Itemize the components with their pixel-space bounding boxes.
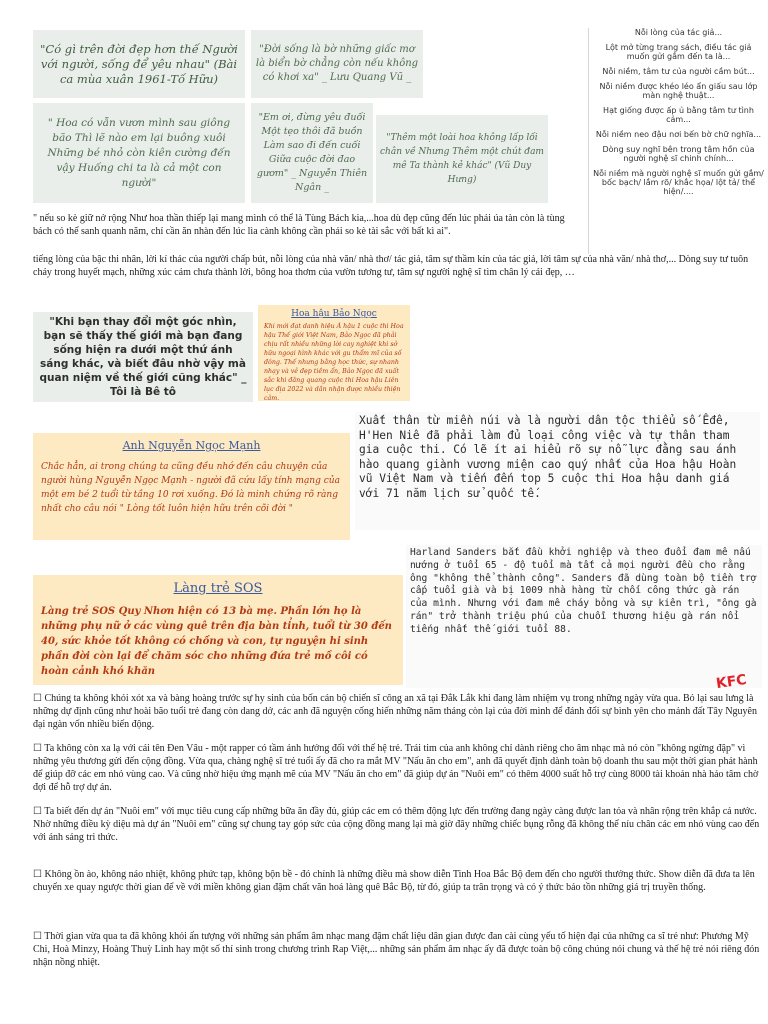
list-item: Lột mở từng trang sách, điều tác giả muốn gửi gắm đến ta là... [605, 43, 752, 61]
card-text: Harland Sanders bắt đầu khởi nghiệp và theo đuổi đam mê nấu nướng ở tuổi 65 - độ tuổi mà tất cả mọi người đều cho rằng ông "không thể thành công". Sanders đã dùng toàn bộ tiền trợ cấp tuổi già và bị 1009 nhà hàng từ chối công thức gà rán của mình. Nhưng với đam mê cháy bỏng và sự kiên trì, "ông gà rán" trở thành triệu phú của chuỗi thương hiệu gà rán nổi tiếng nhất thế giới tuổi 88. [410, 547, 757, 635]
list-item: Nỗi niềm neo đậu nơi bến bờ chữ nghĩa... [595, 130, 762, 139]
quote-to-huu-text: "Có gì trên đời đẹp hơn thế Người với người, sống để yêu nhau" (Bài ca mùa xuân 1961-Tố Hữu) [40, 41, 238, 86]
bullet-paragraph [33, 742, 763, 794]
checkbox-icon: ☐ [33, 931, 42, 942]
paragraph-tieng-long: tiếng lòng của bậc thi nhân, lời kí thác của người chấp bút, nỗi lòng của nhà văn/ nhà thơ/ tác giả, tâm sự thầm kín của tác giả, lời tâm sự của nhà văn/ nhà thơ,... Dòng suy tư tuôn chảy trong huyết mạch, những xúc cảm chưa thành lời, bông hoa thơm của vườn tương tư, tâm sự người nghệ sĩ tìm chân lý cái đẹp, … [33, 254, 749, 278]
bullet-text: Ta không còn xa lạ với cái tên Đen Vâu - một rapper có tầm ảnh hưởng đối với thế hệ trẻ. Trái tim của anh không chỉ dành riêng cho âm nhạc mà nó còn "không ngừng đập" vì những yêu thương gửi đến cộng đồng. Vừa qua, chàng nghệ sĩ trẻ tuổi ấy đã cho ra mắt MV "Nấu ăn cho em", anh đã quyết định dành toàn bộ doanh thu sau một thời gian phát hành để giúp đỡ các em nhỏ vùng cao. Và cũng nhờ hiệu ứng mạnh mẽ của MV "Nấu ăn cho em" đã giúp dự án "Nuôi em" có thêm 4000 suất hỗ trợ cùng 8000 tài khoản nhà hảo tâm chờ đợi để hỗ trợ dự án. [33, 743, 759, 793]
kfc-logo-text: KFC [715, 671, 748, 693]
quote-vu-duy-hung [376, 115, 548, 203]
bullet-text: Chúng ta không khỏi xót xa và bàng hoàng trước sự hy sinh của bốn cán bộ chiến sĩ công an xã tại Đắk Lắk khi đang làm nhiệm vụ trong những ngày vừa qua. Bỏ lại sau lưng là những dự định cũng như hoài bão tuổi trẻ đang còn dang dở, các anh đã nguyện cống hiến những năm tháng còn lại của đời mình để đánh đổi sự bình yên cho mảnh đất Tây Nguyên đại ngàn vốn nhiều biến động. [33, 693, 757, 730]
right-phrase-list [588, 28, 764, 254]
quote-be-to [33, 312, 253, 402]
quote-to-huu [33, 30, 245, 98]
card-hhen-nie [355, 412, 760, 530]
bullet-paragraph [33, 805, 763, 844]
card-text: Làng trẻ SOS Quy Nhơn hiện có 13 bà mẹ. Phần lớn họ là những phụ nữ ở các vùng quê trên địa bàn tỉnh, tuổi từ 30 đến 40, sức khỏe tốt không có chồng và con, tự nguyện hi sinh phần đời còn lại để chăm sóc cho những đứa trẻ mồ côi có hoàn cảnh khó khăn [41, 606, 392, 677]
quote-nguyen-thien-ngan [251, 103, 373, 203]
card-title: Làng trẻ SOS [173, 581, 263, 596]
card-lang-tre-sos [33, 575, 403, 685]
quote-nguyen-thien-ngan-text: "Em ơi, đừng yêu đuối Một tẹo thôi đã buồn Làm sao đi đến cuối Giữa cuộc đời đao gươm" _ Nguyễn Thiên Ngân _ [256, 112, 368, 193]
quote-luu-quang-vu-text: "Đời sống là bờ những giấc mơ là biển bờ chẳng còn nếu không có khơi xa" _ Lưu Quang Vũ _ [255, 44, 419, 83]
bullet-text: Ta biết đến dự án "Nuôi em" với mục tiêu cung cấp những bữa ăn đầy đủ, giúp các em có thêm động lực đến trường đang ngày càng được lan tỏa và nhân rộng trên khắp cả nước. Nhờ những điều kỳ diệu mà dự án "Nuôi em" cũng sự chung tay góp sức của cộng đồng mang lại mà giờ đây những chiếc bụng rỗng đã không thể níu chân các em nhỏ vùng cao đến với ánh sáng tri thức. [33, 806, 760, 843]
paragraph-tung-bach: " nếu so kè giữ nở rộng Như hoa thần thiếp lại mang mình có thể là Tùng Bách kia,...hoa dù đẹp cũng đến lúc phải úa tàn còn là tùng bách có thể sanh quanh năm, chỉ cần ăn nhàn đến lúc lìa cành không cần phải so kè tài sắc với bất kì ai". [33, 213, 565, 237]
card-harland-sanders [406, 545, 762, 688]
card-nguyen-ngoc-manh [33, 433, 350, 540]
list-item: Hạt giống được ấp ủ bằng tâm tư tình cảm... [603, 106, 754, 124]
list-item: Nỗi niềm mà người nghệ sĩ muốn gửi gắm/ bốc bạch/ lắm rõ/ khắc họa/ lột tả/ thể hiện/.... [593, 169, 764, 196]
card-title: Hoa hậu Bảo Ngọc [291, 309, 377, 319]
checkbox-icon: ☐ [33, 693, 42, 704]
card-text: Chắc hẳn, ai trong chúng ta cũng đều nhớ đến câu chuyện của người hùng Nguyễn Ngọc Mạnh - người đã cứu lấy tính mạng của một em bé 2 tuổi từ tầng 10 rơi xuống. Đó là minh chứng rõ ràng nhất cho câu nói " Lòng tốt luôn hiện hữu trên cõi đời " [41, 462, 340, 514]
quote-luu-quang-vu [251, 30, 423, 98]
checkbox-icon: ☐ [33, 743, 42, 754]
bullet-text: Không ồn ào, không náo nhiệt, không phức tạp, không bộn bề - đó chính là những điều mà show diễn Tinh Hoa Bắc Bộ đem đến cho người thưởng thức. Show diễn đã đưa ta lên chuyến xe quay ngược thời gian để về với miền không gian đậm chất văn hoá làng quê Bắc Bộ, từ đó, giúp ta trân trọng và có ý thức bảo tồn những giá trị truyền thống. [33, 869, 755, 893]
list-item: Nỗi niềm được khéo léo ẩn giấu sau lớp màn nghệ thuật... [599, 82, 758, 100]
quote-hoa-co-text: " Hoa có vẫn vươn mình sau giông bão Thì lẽ nào em lại buông xuôi Những bé nhỏ còn kiên cường đến vậy Huống chi ta là cả một con người" [47, 116, 231, 189]
list-item: Dòng suy nghĩ bên trong tâm hồn của người nghệ sĩ chinh chính... [602, 145, 755, 163]
quote-vu-duy-hung-text: "Thêm một loài hoa không lấp lối chân về Nhưng Thêm một chút đam mê Ta thành kẻ khác" (Vũ Duy Hưng) [380, 133, 544, 185]
bullet-paragraph [33, 868, 763, 894]
checkbox-icon: ☐ [33, 806, 42, 817]
card-title: Anh Nguyễn Ngọc Mạnh [122, 439, 261, 452]
list-item: Nỗi lòng của tác giả... [634, 28, 723, 37]
quote-be-to-text: "Khi bạn thay đổi một góc nhìn, bạn sẽ thấy thế giới mà bạn đang sống hiện ra dưới một thứ ánh sáng khác, và biết đâu nhờ vậy mà quan niệm về thế giới cũng khác" _ Tôi là Bê tô [39, 316, 247, 398]
bullet-paragraph [33, 930, 763, 969]
card-hoa-hau-bao-ngoc [258, 305, 410, 401]
bullet-paragraph [33, 692, 763, 731]
card-text: Xuất thân từ miền núi và là người dân tộc thiểu số Êđê, H'Hen Niê đã phải làm đủ loại công việc và tự thân tham gia cuộc thi. Có lẽ ít ai hiểu rõ sự nỗ lực đằng sau ánh hào quang giành vương miện cao quý nhất của Hoa hậu Hoàn vũ Việt Nam và tiến đến top 5 cuộc thi Hoa hậu danh giá với 71 năm lịch sử quốc tế. [359, 414, 737, 500]
list-item: Nỗi niềm, tâm tư của người cầm bút... [602, 67, 755, 76]
bullet-text: Thời gian vừa qua ta đã không khỏi ấn tượng với những sản phẩm âm nhạc mang đậm chất liệu dân gian được đan cài cùng yếu tố hiện đại của những ca sĩ trẻ như: Phương Mỹ Chi, Hoà Minzy, Hoàng Thuỳ Linh hay một số thí sinh trong chương trình Rap Việt,... những sản phẩm âm nhạc ấy đã được toàn bộ công chúng nói chung và thế hệ trẻ nói riêng đón nhận nồng nhiệt. [33, 931, 760, 968]
quote-hoa-co [33, 103, 245, 203]
card-text: Khi mới đạt danh hiệu Á hậu 1 cuộc thi Hoa hậu Thế giới Việt Nam, Bảo Ngọc đã phải chịu rất nhiều những lời cay nghiệt khi sở hữu ngoại hình khác với gu thẩm mĩ của số đông. Thế nhưng bằng học thức, sự nhanh nhạy và vẻ đẹp tiềm ẩn, Bảo Ngọc đã xuất sắc khi đăng quang cuộc thi Hoa hậu Liên lục địa 2022 và dần nhận được nhiều thiện cảm. [264, 323, 404, 402]
checkbox-icon: ☐ [33, 869, 42, 880]
